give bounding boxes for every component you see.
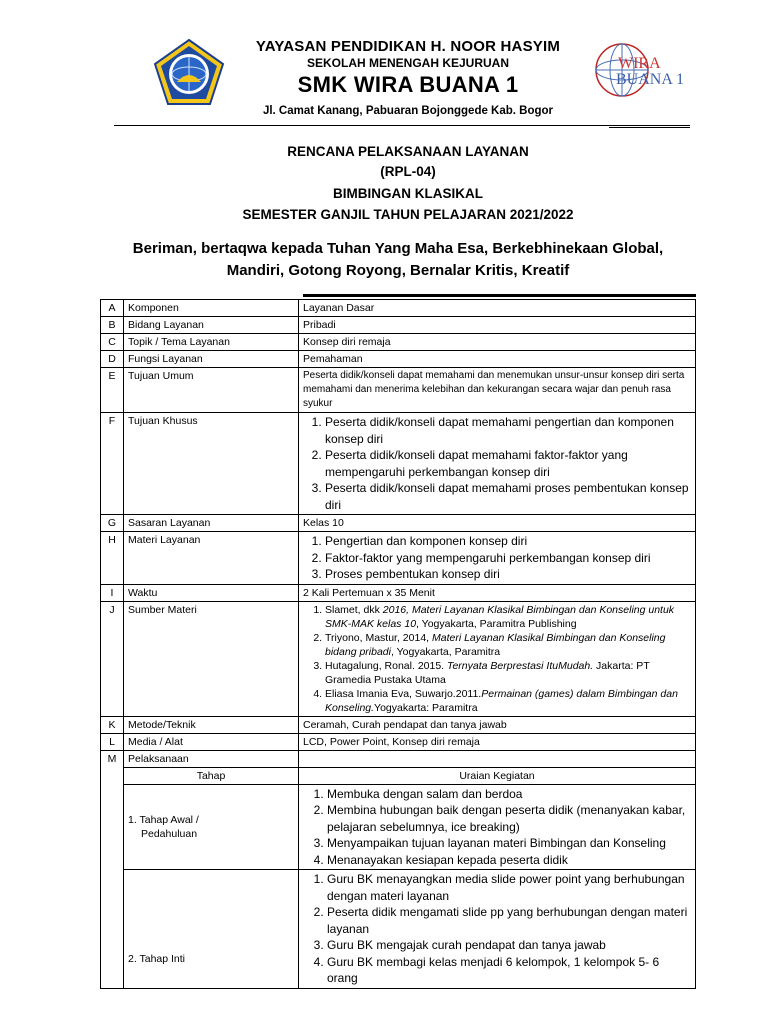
foundation-name: YAYASAN PENDIDIKAN H. NOOR HASYIM (255, 38, 561, 55)
list-item: 2. Peserta didik/konseli dapat memahami faktor-faktor yang mempengaruhi perkembangan konsep diri (325, 447, 691, 480)
list-item: 1. Pengertian dan komponen konsep diri (325, 533, 691, 550)
stage-row (101, 784, 696, 870)
table-row: J Sumber Materi 1. Slamet, dkk 2016, Materi Layanan Klasikal Bimbingan dan Konseling untuk SMK-MAK kelas 10, Yogyakarta, Paramitra Publishing 2. Triyono, Mastur, 2014, Materi Layanan Klasikal Bimbingan dan Konseling bidang pribadi, Yogyakarta, Paramitra 3. Hutagalung, Ronal. 2015. Ternyata Berprestasi ItuMudah. Jakarta: PT Gramedia Pustaka Utama 4. Eliasa Imania Eva, Suwarjo.2011.Permainan (games) dalam Bimbingan dan Konseling.Yogyakarta: Paramitra (101, 601, 696, 716)
list-item: 4. Guru BK membagi kelas menjadi 6 kelompok, 1 kelompok 5- 6 orang (327, 954, 691, 987)
list-item: 1. Peserta didik/konseli dapat memahami pengertian dan komponen konsep diri (325, 414, 691, 447)
table-row: L Media / Alat LCD, Power Point, Konsep diri remaja (101, 733, 696, 750)
list-item: 1. Guru BK menayangkan media slide power point yang berhubungan dengan materi layanan (327, 871, 691, 904)
header-divider-short (609, 127, 690, 128)
sumber-materi-list (303, 603, 691, 715)
list-item: 2. Peserta didik mengamati slide pp yang berhubungan dengan materi layanan (327, 904, 691, 937)
table-row: F Tujuan Khusus 1. Peserta didik/konseli dapat memahami pengertian dan komponen konsep diri 2. Peserta didik/konseli dapat memahami faktor-faktor yang mempengaruhi perkembangan konsep diri 3. Peserta didik/konseli dapat memahami proses pembentukan konsep diri (101, 413, 696, 515)
rpl-table (100, 299, 696, 989)
doc-subtitle: BIMBINGAN KLASIKAL (333, 186, 483, 201)
list-item: 3. Menyampaikan tujuan layanan materi Bimbingan dan Konseling (327, 835, 691, 852)
table-row: H Materi Layanan 1. Pengertian dan komponen konsep diri 2. Faktor-faktor yang mempengaruhi perkembangan konsep diri 3. Proses pembentukan konsep diri (101, 532, 696, 585)
school-address: Jl. Camat Kanang, Pabuaran Bojonggede Kab. Bogor (262, 105, 554, 117)
header-divider (114, 125, 690, 126)
list-item: 1. Membuka dengan salam dan berdoa (327, 786, 691, 803)
col-stage-header: Tahap (124, 767, 299, 784)
table-row: K Metode/Teknik Ceramah, Curah pendapat dan tanya jawab (101, 716, 696, 733)
list-item: 1. Slamet, dkk 2016, Materi Layanan Klasikal Bimbingan dan Konseling untuk SMK-MAK kelas 10, Yogyakarta, Paramitra Publishing (325, 603, 691, 631)
list-item: 4. Menanayakan kesiapan kepada peserta didik (327, 852, 691, 869)
table-row: I Waktu 2 Kali Pertemuan x 35 Menit (101, 584, 696, 601)
logo-wira-text: WIRA (618, 55, 661, 72)
list-item: 2. Membina hubungan baik dengan peserta didik (menanyakan kabar, pelajaran sebelumnya, ice breaking) (327, 802, 691, 835)
materi-list (303, 533, 691, 583)
motto (100, 238, 696, 282)
table-row: G Sasaran Layanan Kelas 10 (101, 515, 696, 532)
list-item: 2. Triyono, Mastur, 2014, Materi Layanan Klasikal Bimbingan dan Konseling bidang pribadi, Yogyakarta, Paramitra (325, 631, 691, 659)
school-name: SMK WIRA BUANA 1 (297, 72, 519, 97)
table-top-thick-rule (303, 294, 696, 297)
table-row: B Bidang Layanan Pribadi (101, 317, 696, 334)
table-row: A Komponen Layanan Dasar (101, 300, 696, 317)
stage-name: 1. Tahap Awal / Pedahuluan (124, 784, 299, 870)
stage-name: 2. Tahap Inti (124, 870, 299, 989)
doc-code: (RPL-04) (380, 164, 436, 179)
list-item: 3. Guru BK mengajak curah pendapat dan tanya jawab (327, 937, 691, 954)
table-row: C Topik / Tema Layanan Konsep diri remaja (101, 334, 696, 351)
motto-line-1: Beriman, bertaqwa kepada Tuhan Yang Maha Esa, Berkebhinekaan Global, (132, 240, 664, 257)
table-row: D Fungsi Layanan Pemahaman (101, 351, 696, 368)
tujuan-khusus-list (303, 414, 691, 513)
school-type: SEKOLAH MENENGAH KEJURUAN (306, 56, 509, 70)
list-item: 3. Proses pembentukan konsep diri (325, 566, 691, 583)
list-item: 2. Faktor-faktor yang mempengaruhi perkembangan konsep diri (325, 550, 691, 567)
stage-activity-list (303, 786, 691, 869)
stage-row (101, 870, 696, 989)
list-item: 4. Eliasa Imania Eva, Suwarjo.2011.Permainan (games) dalam Bimbingan dan Konseling.Yogyakarta: Paramitra (325, 687, 691, 715)
logo-buana-text: BUANA 1 (616, 71, 685, 88)
table-row: M Pelaksanaan (101, 750, 696, 767)
doc-semester: SEMESTER GANJIL TAHUN PELAJARAN 2021/2022 (242, 207, 574, 222)
doc-title: RENCANA PELAKSANAAN LAYANAN (287, 144, 529, 159)
motto-line-2: Mandiri, Gotong Royong, Bernalar Kritis, Kreatif (226, 262, 570, 279)
col-desc-header: Uraian Kegiatan (299, 767, 696, 784)
stage-activity-list (303, 871, 691, 987)
table-row: E Tujuan Umum Peserta didik/konseli dapat memahami dan menemukan unsur-unsur konsep diri serta memahami dan menerima kelebihan dan kekurangan secara wajar dan penuh rasa syukur (101, 368, 696, 413)
pelaksanaan-header-row (101, 767, 696, 784)
list-item: 3. Peserta didik/konseli dapat memahami proses pembentukan konsep diri (325, 480, 691, 513)
list-item: 3. Hutagalung, Ronal. 2015. Ternyata Berprestasi ItuMudah. Jakarta: PT Gramedia Pustaka Utama (325, 659, 691, 687)
